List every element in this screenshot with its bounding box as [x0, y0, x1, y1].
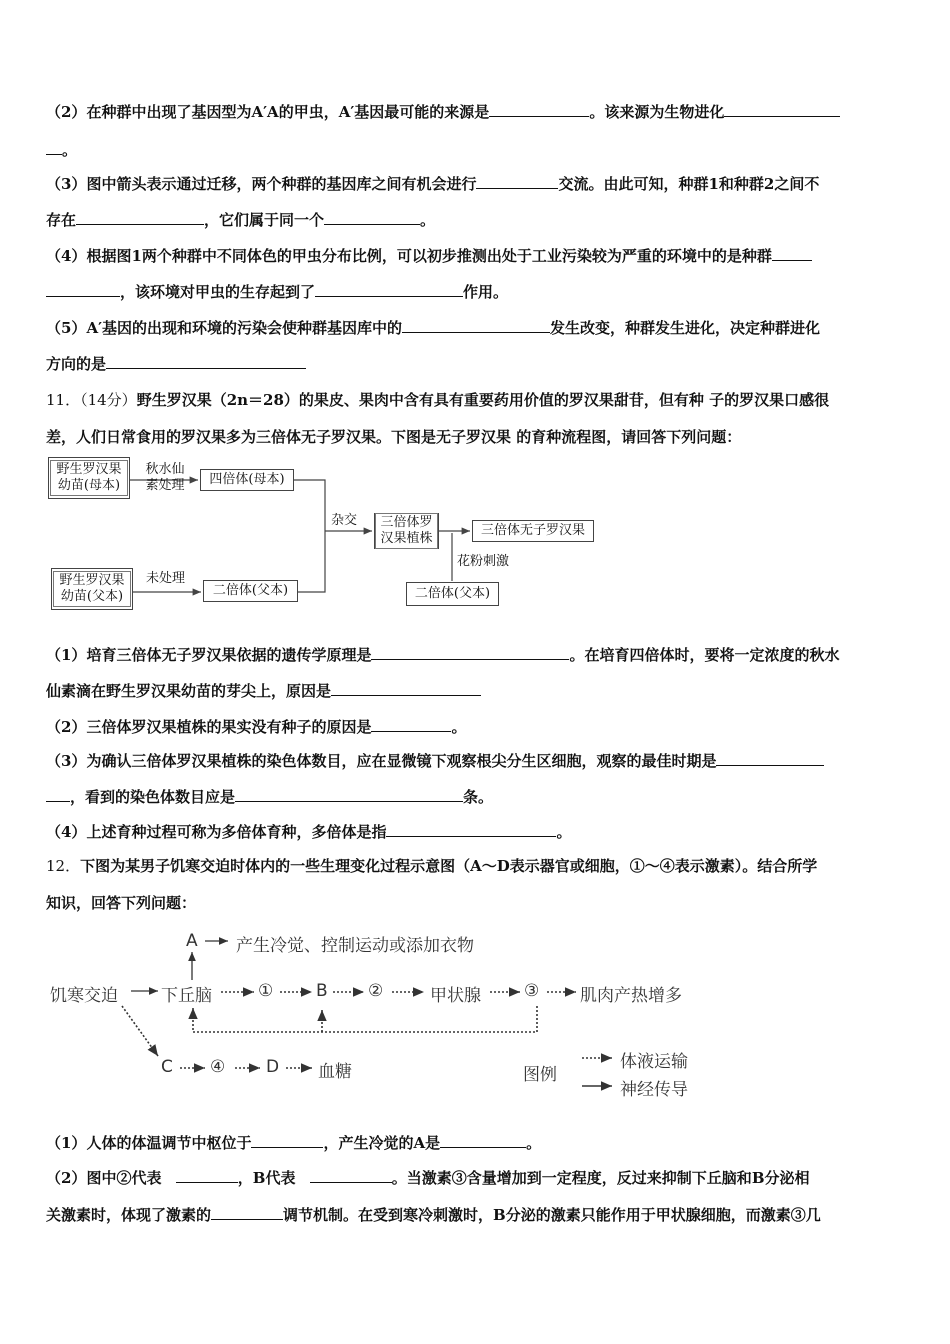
- colchicine-label: 秋水仙素处理: [145, 462, 185, 493]
- q12-s1: （1）人体的体温调节中枢位于 ，产生冷觉的A是 。: [46, 1134, 542, 1152]
- hormone-2: ②: [368, 981, 384, 1001]
- triploid-plant-box: 三倍体罗汉果植株: [374, 513, 439, 549]
- start-text: 饥寒交迫: [50, 986, 118, 1006]
- q12-stem-2: 知识，回答下列问题：: [46, 894, 197, 912]
- q10-line-4: （4）根据图1两个种群中不同体色的甲虫分布比例，可以初步推测出处于工业污染较为严重的环境中的是种群: [46, 246, 908, 266]
- seedless-box: 三倍体无子罗汉果: [472, 520, 594, 542]
- q10-line-5b: 方向的是: [46, 354, 908, 374]
- legend-title: 图例: [523, 1065, 557, 1085]
- q10-line-4b: ，该环境对甲虫的生存起到了 作用。: [46, 282, 908, 302]
- q10-line-2: （2）在种群中出现了基因型为A′A的甲虫，A′基因最可能的来源是 。该来源为生物进化: [46, 102, 908, 122]
- muscle-text: 肌肉产热增多: [580, 986, 682, 1006]
- hormone-1: ①: [258, 981, 274, 1001]
- glucose-text: 血糖: [318, 1062, 352, 1082]
- q11-stem-2: 差，人们日常食用的罗汉果多为三倍体无子罗汉果。下图是无子罗汉果 的育种流程图，请回答下列问题：: [46, 428, 742, 446]
- q12-s2: （2）图中②代表 ，B代表 。当激素③含量增加到一定程度，反过来抑制下丘脑和B分泌相: [46, 1169, 810, 1187]
- legend-fluid: 体液运输: [620, 1052, 688, 1072]
- q11-s4: （4）上述育种过程可称为多倍体育种，多倍体是指 。: [46, 823, 572, 841]
- blank[interactable]: [310, 1168, 392, 1183]
- q10-line-2-tail: 。: [46, 140, 908, 160]
- q10-line-3b: 存在 ，它们属于同一个 。: [46, 211, 436, 229]
- pollen-label: 花粉刺激: [457, 554, 510, 569]
- q10-line-3: （3）图中箭头表示通过迁移，两个种群的基因库之间有机会进行 交流。由此可知，种群1和种群2之间不: [46, 175, 820, 193]
- hormone-4: ④: [210, 1057, 226, 1077]
- q11-s1b: 仙素滴在野生罗汉果幼苗的芽尖上，原因是: [46, 681, 908, 701]
- q11-s2: （2）三倍体罗汉果植株的果实没有种子的原因是 。: [46, 718, 467, 736]
- q10-line-5: （5）A′基因的出现和环境的污染会使种群基因库中的 发生改变，种群发生进化，决定种群进化: [46, 319, 821, 337]
- hypothalamus-node: 下丘脑: [161, 986, 212, 1006]
- legend-nerve: 神经传导: [620, 1080, 688, 1100]
- organ-d: D: [266, 1057, 280, 1077]
- q11-stem: 11．（14分）野生罗汉果（2n＝28）的果皮、果肉中含有具有重要药用价值的罗汉果甜苷，但有种 子的罗汉果口感很: [46, 391, 830, 409]
- blank[interactable]: [440, 1133, 526, 1148]
- organ-a: A: [186, 931, 198, 951]
- mother-seedling-box: 野生罗汉果幼苗(母本): [48, 457, 130, 499]
- q11-s3: （3）为确认三倍体罗汉果植株的染色体数目，应在显微镜下观察根尖分生区细胞，观察的最佳时期是: [46, 751, 908, 771]
- q11-s1: （1）培育三倍体无子罗汉果依据的遗传学原理是 。在培育四倍体时，要将一定浓度的秋水: [46, 646, 840, 664]
- blank[interactable]: [211, 1205, 283, 1220]
- cross-label: 杂交: [331, 513, 358, 528]
- q11-s3b: ，看到的染色体数目应是 条。: [46, 787, 908, 807]
- hormone-3: ③: [524, 981, 540, 1001]
- tetraploid-box: 四倍体(母本): [200, 469, 294, 491]
- organ-c: C: [161, 1057, 173, 1077]
- diploid-father-box: 二倍体(父本): [203, 580, 298, 602]
- q12-stem: 12．下图为某男子饥寒交迫时体内的一些生理变化过程示意图（A～D表示器官或细胞，①～④表示激素）。结合所学: [46, 857, 818, 875]
- father-seedling-box: 野生罗汉果幼苗(父本): [51, 568, 133, 610]
- a-effect-text: 产生冷觉、控制运动或添加衣物: [236, 936, 474, 956]
- blank[interactable]: [176, 1168, 238, 1183]
- thyroid-node: 甲状腺: [430, 986, 481, 1006]
- organ-b: B: [316, 981, 328, 1001]
- blank[interactable]: [251, 1133, 323, 1148]
- untreated-label: 未处理: [146, 571, 186, 586]
- q12-s2b: 关激素时，体现了激素的 调节机制。在受到寒冷刺激时，B分泌的激素只能作用于甲状腺细胞，而激素③几: [46, 1206, 821, 1224]
- diploid-father-box-2: 二倍体(父本): [406, 582, 499, 606]
